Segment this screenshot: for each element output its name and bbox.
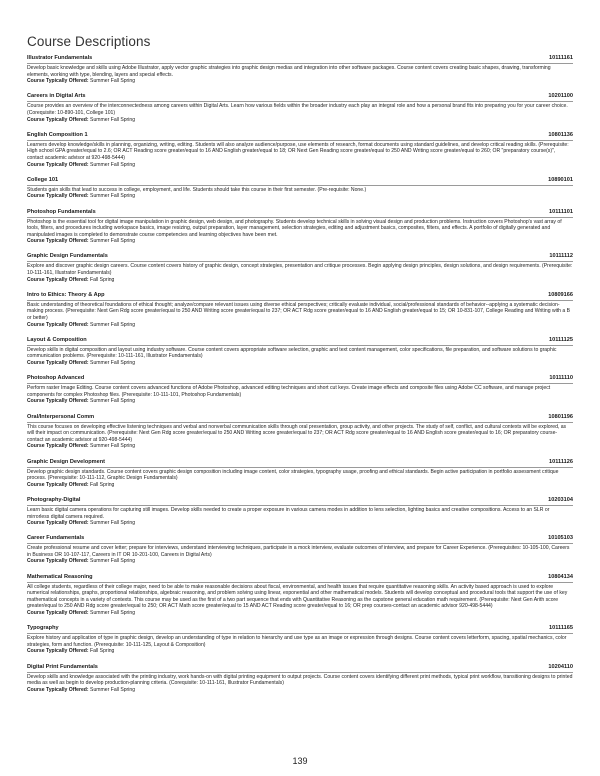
course-code: 10804134 xyxy=(548,573,573,580)
course-offered xyxy=(27,558,573,565)
course-description: Photoshop is the essential tool for digital image manipulation in graphic design, web design, and photography. Students develop technical skills in solving visual design and production problems. Instruction covers Photoshop's vast array of tools, filters, and procedures including workspace basics, image resizing, output preparation, layer management, selection strategies, editing and adjustment basics, composites, filters, and effects. A portfolio of digitally generated and manipulated images is completed to demonstrate course competencies and learning objectives have been met. xyxy=(27,218,562,238)
course-name: Layout & Composition xyxy=(27,336,87,343)
course-header xyxy=(27,414,573,423)
course-code: 10111165 xyxy=(549,625,573,632)
course-header xyxy=(27,497,573,506)
course-offered xyxy=(27,238,573,245)
course-name: Careers in Digital Arts xyxy=(27,93,86,100)
course-code: 10111161 xyxy=(549,55,573,61)
course-name: Illustrator Fundamentals xyxy=(27,55,93,61)
course-code: 10111112 xyxy=(549,253,573,260)
course-entry xyxy=(27,459,573,489)
course-offered xyxy=(27,78,573,85)
course-offered xyxy=(27,687,573,694)
course-offered xyxy=(27,482,573,489)
course-description: Develop skills and knowledge associated with the printing industry, work hands-on with digital printing equipment to output projects. Course content covers identifying different print methods, typical print workflow, transitioning designs to printed media as well as begin to develop production-planning criteria. (Corequisite: 10-111-161, Illustrator Fundamentals) xyxy=(27,673,573,687)
offered-label: Course Typically Offered: xyxy=(27,116,89,123)
course-header xyxy=(27,253,573,262)
course-entry xyxy=(27,253,573,283)
course-header xyxy=(27,93,573,102)
course-description: Explore history and application of type in graphic design, develop an understanding of type in relation to hierarchy and use type as an image or expression through designs. Course content covers letterform, spacing, spatial mechanics, color strategies, form and function. (Prerequisite: 10-111-125, Layout & Composition) xyxy=(27,635,567,648)
course-name: College 101 xyxy=(27,176,59,183)
course-offered xyxy=(27,398,573,405)
offered-terms: Fall Spring xyxy=(90,648,115,655)
course-name: Digital Print Fundamentals xyxy=(27,663,98,670)
course-name: English Composition 1 xyxy=(27,131,88,138)
offered-label: Course Typically Offered: xyxy=(27,161,89,168)
course-code: 10111101 xyxy=(549,208,573,215)
course-header xyxy=(27,209,573,218)
course-entry xyxy=(27,497,573,527)
course-entry xyxy=(27,574,573,617)
course-offered xyxy=(27,443,573,450)
course-description: Create professional resume and cover letter; prepare for interviews, understand interviewing techniques, participate in a mock interview, evaluate outcomes of interview, and prepare for Career Experience. (Prerequisites: 10-105-100, Careers in Business OR 10-107-117, Careers in IT OR 10-201-100, Careers in Digital Arts) xyxy=(27,545,570,558)
offered-terms: Summer Fall Spring xyxy=(90,443,136,450)
course-name: Intro to Ethics: Theory & App xyxy=(27,291,105,298)
course-header xyxy=(27,574,573,583)
offered-label: Course Typically Offered: xyxy=(27,321,89,328)
course-entry xyxy=(27,664,573,694)
offered-label: Course Typically Offered: xyxy=(27,193,89,200)
course-header xyxy=(27,459,573,468)
course-header xyxy=(27,177,573,186)
course-entry xyxy=(27,55,573,85)
offered-terms: Summer Fall Spring xyxy=(90,398,136,405)
offered-terms: Summer Fall Spring xyxy=(90,78,136,85)
offered-label: Course Typically Offered: xyxy=(27,238,89,245)
course-name: Graphic Design Fundamentals xyxy=(27,253,108,260)
course-description: Course provides an overview of the interconnectedness among careers within Digital Arts. Learn how various fields within the broader industry each play an integral role and how a personal brand fits into preparing you for your career choice. (Corequisite: 10-890-101, College 101) xyxy=(27,103,568,116)
course-name: Photoshop Advanced xyxy=(27,375,85,382)
course-offered xyxy=(27,322,573,329)
course-offered xyxy=(27,117,573,124)
offered-label: Course Typically Offered: xyxy=(27,481,89,488)
course-entry xyxy=(27,132,573,168)
course-offered xyxy=(27,360,573,367)
course-name: Oral/Interpersonal Comm xyxy=(27,413,95,420)
offered-label: Course Typically Offered: xyxy=(27,686,89,693)
course-offered xyxy=(27,610,573,617)
offered-terms: Summer Fall Spring xyxy=(90,116,136,123)
offered-terms: Summer Fall Spring xyxy=(90,321,136,328)
course-offered xyxy=(27,520,573,527)
course-code: 10105103 xyxy=(548,535,573,542)
offered-label: Course Typically Offered: xyxy=(27,398,89,405)
page-number: 139 xyxy=(292,756,308,766)
course-catalog-page xyxy=(27,34,573,702)
offered-label: Course Typically Offered: xyxy=(27,276,89,283)
course-name: Photoshop Fundamentals xyxy=(27,208,96,215)
course-code: 10111110 xyxy=(549,375,573,382)
course-entry xyxy=(27,93,573,123)
course-description: Students gain skills that lead to success in college, employment, and life. Students should take this course in their first semester. (Pre-requisite: None.) xyxy=(27,186,367,193)
course-description: All college students, regardless of their college major, need to be able to make reasonable decisions about fiscal, environmental, and health issues that require quantitative reasoning skills. An activity based approach is used to explore numerical relationships, graphs, proportional relationships, algebraic reasoning, and problem solving using linear, exponential and other mathematical models. Students will develop conceptual and procedural tools that support the use of key mathematical concepts in a variety of contexts. This course may be used as the first of a two part sequence that ends with Quantitative Reasoning as the capstone general education math requirement. (Prerequisite: Next Gen Arith score greater/equal to 250 AND Rdg score greater/equal to 250; OR ACT Math score greater/equal to 15 AND ACT Reading score greater/equal to 16; OR prep courses-contact an academic advisor 920-498-5444) xyxy=(27,583,568,610)
offered-label: Course Typically Offered: xyxy=(27,443,89,450)
course-description: Basic understanding of theoretical foundations of ethical thought; analyze/compare relevant issues using diverse ethical perspectives; critically evaluate individual, social/professional standards of behavior--applying a systematic decision-making process. (Prerequisite: Next Gen Rdg score greater/equal to 250 AND Writing score greater/equal to 237; OR ACT Rdg score greater/equal to 16 AND English greater/equal to 15; OR 10-831-107, College Reading and Writing with a B or better) xyxy=(27,301,571,322)
offered-terms: Fall Spring xyxy=(90,481,115,488)
course-code: 10201100 xyxy=(548,93,573,100)
course-list xyxy=(27,55,573,693)
page-title: Course Descriptions xyxy=(27,34,151,49)
course-name: Graphic Design Development xyxy=(27,458,106,465)
course-description: Explore and discover graphic design careers. Course content covers history of graphic design, concept strategies, presentation and critique processes. Begin applying design principles, design solutions, and design requirements. (Prerequisite: 10-111-161, Illustrator Fundamentals) xyxy=(27,263,573,277)
offered-terms: Summer Fall Spring xyxy=(90,238,136,245)
offered-label: Course Typically Offered: xyxy=(27,558,89,565)
course-entry xyxy=(27,625,573,655)
course-code: 10203104 xyxy=(548,496,573,503)
offered-terms: Summer Fall Spring xyxy=(90,193,136,200)
course-code: 10809166 xyxy=(548,291,573,298)
course-header xyxy=(27,375,573,384)
offered-terms: Fall Spring xyxy=(90,276,115,283)
offered-terms: Summer Fall Spring xyxy=(90,558,136,565)
offered-label: Course Typically Offered: xyxy=(27,360,89,366)
course-description: Develop basic knowledge and skills using Adobe Illustrator, apply vector graphic strategies into graphic design medias and integration into other software packages. Course content covers creating basic shapes, drawing, transforming elements, working with type, blending, layers and special effects. xyxy=(27,65,551,78)
course-entry xyxy=(27,535,573,565)
offered-terms: Summer Fall Spring xyxy=(90,360,136,366)
course-code: 10111125 xyxy=(549,336,573,343)
course-code: 10204110 xyxy=(548,663,573,670)
course-offered xyxy=(27,648,573,655)
course-description: Develop graphic design standards. Course content covers graphic design composition including image content, color strategies, typography usage, proofing and ethical standards. Begin active participation in portfolio assessment critique process. (Prerequisite: 10-111-112, Graphic Design Fundamentals) xyxy=(27,468,559,482)
course-entry xyxy=(27,414,573,450)
offered-terms: Summer Fall Spring xyxy=(90,686,136,693)
offered-terms: Summer Fall Spring xyxy=(90,161,136,168)
course-header xyxy=(27,337,573,346)
course-header xyxy=(27,132,573,141)
course-header xyxy=(27,55,573,64)
course-name: Mathematical Reasoning xyxy=(27,573,93,580)
course-description: Develop skills in digital composition and layout using industry software. Course content covers appropriate software selection, graphic and text content management, color specifications, file preparation, and software solutions to graphic communication problems. (Prerequisite: 10-111-161, Illustrator Fundamentals) xyxy=(27,346,557,360)
course-entry xyxy=(27,209,573,245)
course-name: Photography-Digital xyxy=(27,496,81,503)
offered-label: Course Typically Offered: xyxy=(27,520,89,527)
course-name: Career Fundamentals xyxy=(27,535,85,542)
offered-terms: Summer Fall Spring xyxy=(90,610,136,617)
course-description: This course focuses on developing effective listening techniques and verbal and nonverbal communication skills through oral presentation, group activity, and other projects. The study of self, conflict, and cultural contexts will be explored, as will their impact on communication. (Prerequisite: Next Gen Rdg score greater/equal to 250 AND Writing score greater/equal to 237; OR ACT Rdg score greater/equal to 16 AND English score greater/equal to 16; OR preparatory course-contact an academic advisor at 920-498-5444) xyxy=(27,423,567,443)
course-code: 10801136 xyxy=(548,131,573,138)
course-header xyxy=(27,664,573,673)
course-entry xyxy=(27,375,573,405)
course-description: Learn basic digital camera operations for capturing still images. Develop skills needed to create a proper exposure in various camera modes in addition to lens selection, lighting basics and creative compositions. Access to an SLR or mirrorless digital camera required. xyxy=(27,506,550,520)
offered-label: Course Typically Offered: xyxy=(27,648,89,655)
offered-terms: Summer Fall Spring xyxy=(90,520,136,527)
offered-label: Course Typically Offered: xyxy=(27,610,89,617)
course-header xyxy=(27,292,573,301)
course-entry xyxy=(27,177,573,200)
course-description: Learners develop knowledge/skills in planning, organizing, writing, editing. Students will also analyze audience/purpose, use elements of research, format documents using standard guidelines, and develop critical reading skills. (Prerequisite: High school GPA greater/equal to 2.6; OR ACT Reading score greater/equal to 16 AND English greater/equal to 18; OR Next Gen Reading score greater/equal to 250 AND Writing score greater/equal to 260; OR "preparatory course(s)", contact academic advisor at 920-498-5444) xyxy=(27,141,569,161)
course-code: 10111126 xyxy=(549,458,573,465)
course-name: Typography xyxy=(27,625,59,632)
course-offered xyxy=(27,162,573,169)
course-header xyxy=(27,535,573,544)
course-code: 10890101 xyxy=(548,176,573,183)
course-offered xyxy=(27,277,573,284)
course-header xyxy=(27,625,573,634)
course-entry xyxy=(27,292,573,328)
course-entry xyxy=(27,337,573,367)
course-offered xyxy=(27,193,573,200)
course-code: 10801196 xyxy=(548,413,573,420)
course-description: Perform raster Image Editing. Course content covers advanced functions of Adobe Photoshop, advanced editing techniques and short cut keys. Create image effects and composite files using Adobe CC software, and manage project components for complex Photoshop files. (Prerequisite: 10-111-101, Photoshop Fundamentals) xyxy=(27,385,551,398)
offered-label: Course Typically Offered: xyxy=(27,78,89,85)
